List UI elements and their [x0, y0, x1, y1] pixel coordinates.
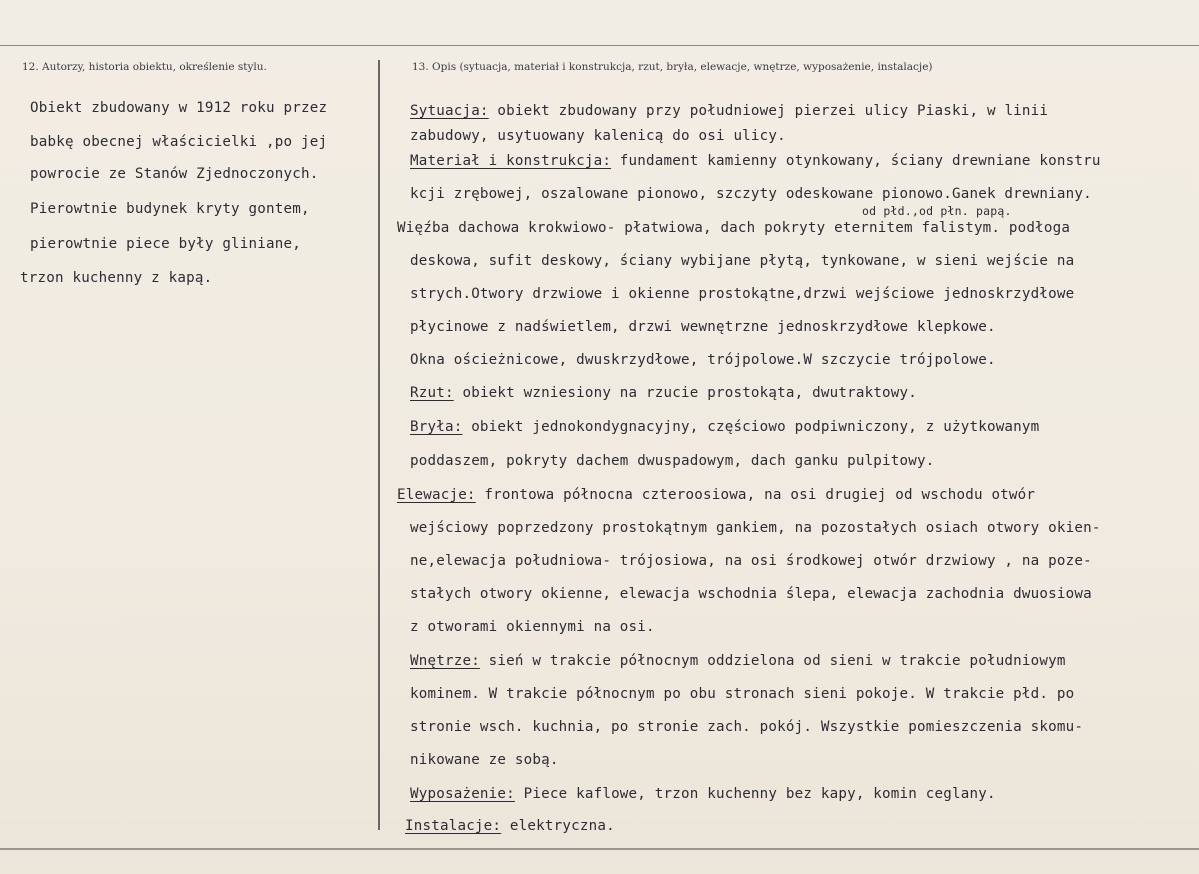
section-12-header: 12. Autorzy, historia obiektu, określenie stylu. — [22, 61, 267, 73]
material-line-5: strych.Otwory drzwiowe i okienne prostokątne,drzwi wejściowe jednoskrzydłowe — [410, 286, 1075, 302]
left-line: Obiekt zbudowany w 1912 roku przez — [30, 100, 328, 116]
column-divider — [378, 60, 380, 830]
left-line: powrocie ze Stanów Zjednoczonych. — [30, 166, 319, 182]
left-line: babkę obecnej właścicielki ,po jej — [30, 134, 328, 150]
instalacje-label: Instalacje: — [405, 818, 502, 834]
elewacje-line-1: Elewacje: frontowa północna czteroosiowa, na osi drugiej od wschodu otwór — [397, 487, 1036, 503]
wnetrze-line-3: stronie wsch. kuchnia, po stronie zach. pokój. Wszystkie pomieszczenia skomu- — [410, 719, 1084, 735]
material-label: Materiał i konstrukcja: — [410, 153, 612, 169]
bryla-line-2: poddaszem, pokryty dachem dwuspadowym, dach ganku pulpitowy. — [410, 453, 935, 469]
sytuacja-line-1: Sytuacja: obiekt zbudowany przy południowej pierzei ulicy Piaski, w linii — [410, 103, 1049, 119]
material-line-7: Okna ościeżnicowe, dwuskrzydłowe, trójpolowe.W szczycie trójpolowe. — [410, 352, 996, 368]
material-line-6: płycinowe z nadświetlem, drzwi wewnętrzne jednoskrzydłowe klepkowe. — [410, 319, 996, 335]
wnetrze-label: Wnętrze: — [410, 653, 480, 669]
sytuacja-label: Sytuacja: — [410, 103, 489, 119]
bryla-line-1: Bryła: obiekt jednokondygnacyjny, częściowo podpiwniczony, z użytkowanym — [410, 419, 1040, 435]
elewacje-line-5: z otworami okiennymi na osi. — [410, 619, 655, 635]
wnetrze-line-2: kominem. W trakcie północnym po obu stronach sieni pokoje. W trakcie płd. po — [410, 686, 1075, 702]
wyposazenie-label: Wyposażenie: — [410, 786, 515, 802]
wnetrze-line-4: nikowane ze sobą. — [410, 752, 559, 768]
wyposazenie-line: Wyposażenie: Piece kaflowe, trzon kuchenny bez kapy, komin ceglany. — [410, 786, 996, 802]
material-line-1: Materiał i konstrukcja: fundament kamienny otynkowany, ściany drewniane konstru — [410, 153, 1101, 169]
sytuacja-line-2: zabudowy, usytuowany kalenicą do osi ulicy. — [410, 128, 786, 144]
rzut-line: Rzut: obiekt wzniesiony na rzucie prostokąta, dwutraktowy. — [410, 385, 918, 401]
bryla-label: Bryła: — [410, 419, 463, 435]
material-insert: od płd.,od płn. papą. — [862, 204, 1012, 218]
left-line: pierowtnie piece były gliniane, — [30, 236, 301, 252]
material-line-2: kcji zrębowej, oszalowane pionowo, szczyty odeskowane pionowo.Ganek drewniany. — [410, 186, 1092, 202]
material-line-3: Więźba dachowa krokwiowo- płatwiowa, dach pokryty eternitem falistym. podłoga — [397, 220, 1071, 236]
rzut-label: Rzut: — [410, 385, 454, 401]
elewacje-line-2: wejściowy poprzedzony prostokątnym gankiem, na pozostałych osiach otwory okien- — [410, 520, 1101, 536]
section-13-header: 13. Opis (sytuacja, materiał i konstrukcja, rzut, bryła, elewacje, wnętrze, wyposażenie, instalacje) — [412, 61, 933, 73]
wnetrze-line-1: Wnętrze: sień w trakcie północnym oddzielona od sieni w trakcie południowym — [410, 653, 1066, 669]
bottom-rule — [0, 848, 1199, 850]
elewacje-line-3: ne,elewacja południowa- trójosiowa, na osi środkowej otwór drzwiowy , na poze- — [410, 553, 1092, 569]
left-line: trzon kuchenny z kapą. — [20, 270, 213, 286]
left-line: Pierowtnie budynek kryty gontem, — [30, 201, 310, 217]
elewacje-label: Elewacje: — [397, 487, 476, 503]
top-rule — [0, 45, 1199, 46]
instalacje-line: Instalacje: elektryczna. — [405, 818, 615, 834]
elewacje-line-4: stałych otwory okienne, elewacja wschodnia ślepa, elewacja zachodnia dwuosiowa — [410, 586, 1092, 602]
material-line-4: deskowa, sufit deskowy, ściany wybijane płytą, tynkowane, w sieni wejście na — [410, 253, 1075, 269]
